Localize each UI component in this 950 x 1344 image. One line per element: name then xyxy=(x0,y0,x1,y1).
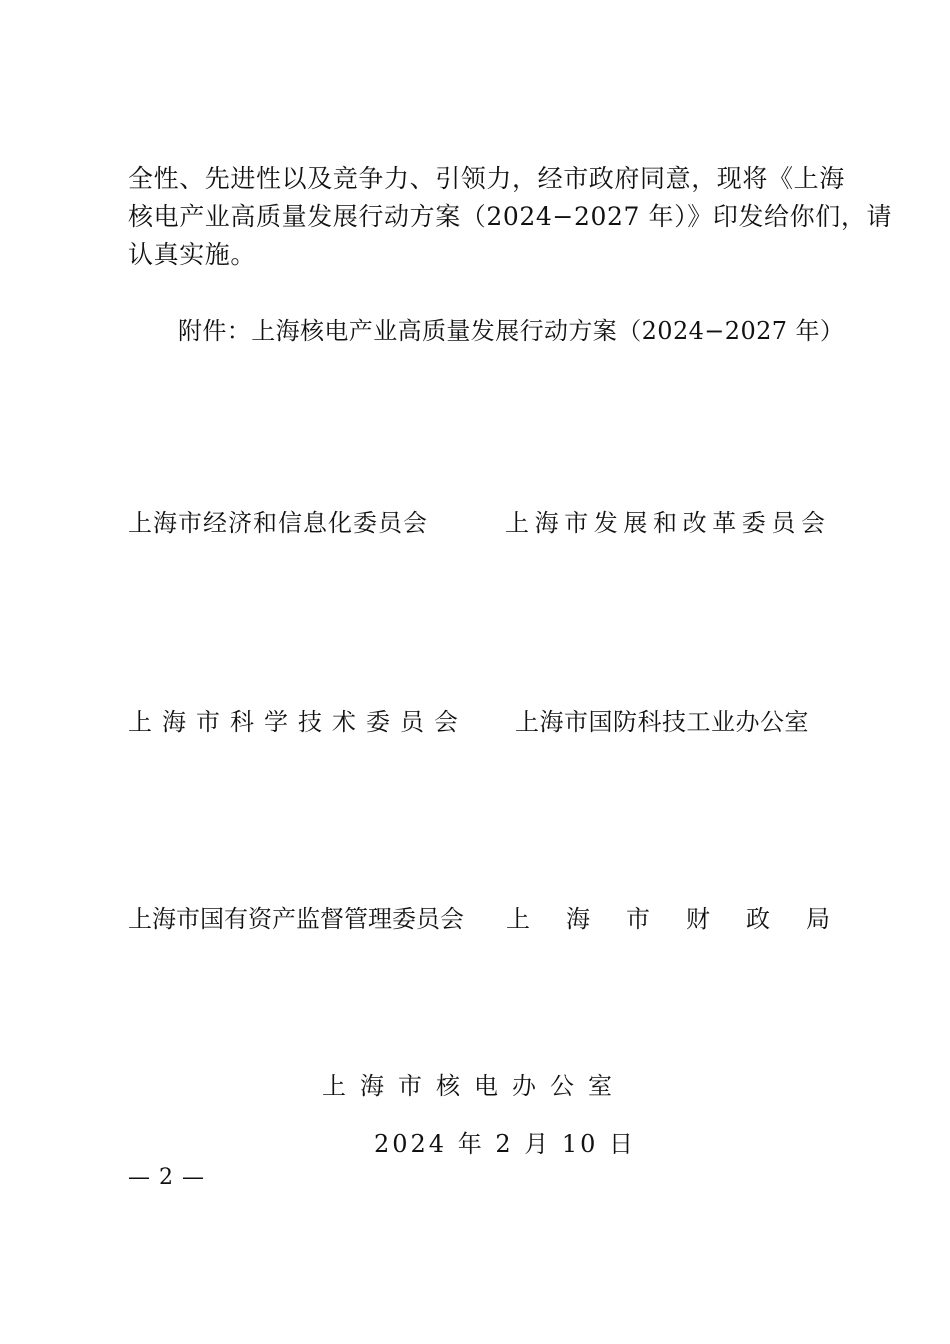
signer-nuclear-power-office: 上海市核电办公室 xyxy=(322,1072,626,1100)
attachment-note: 附件：上海核电产业高质量发展行动方案（2024−2027 年） xyxy=(178,317,845,345)
body-text-line-3: 认真实施。 xyxy=(128,240,257,269)
issue-date: 2024 年 2 月 10 日 xyxy=(374,1130,637,1158)
signer-science-technology: 上海市科学技术委员会 xyxy=(128,708,468,736)
body-text-line-2: 核电产业高质量发展行动方案（2024−2027 年）》印发给你们，请 xyxy=(128,202,893,231)
signer-defense-industry-office: 上海市国防科技工业办公室 xyxy=(515,708,809,736)
body-text-line-1: 全性、先进性以及竞争力、引领力，经市政府同意，现将《上海 xyxy=(128,164,845,193)
page-number: — 2 — xyxy=(128,1165,205,1190)
signer-economy-informatization: 上海市经济和信息化委员会 xyxy=(128,509,428,537)
signer-finance-bureau: 上海市财政局 xyxy=(506,905,866,933)
signer-development-reform: 上海市发展和改革委员会 xyxy=(505,509,831,537)
signer-state-assets: 上海市国有资产监督管理委员会 xyxy=(128,905,464,933)
